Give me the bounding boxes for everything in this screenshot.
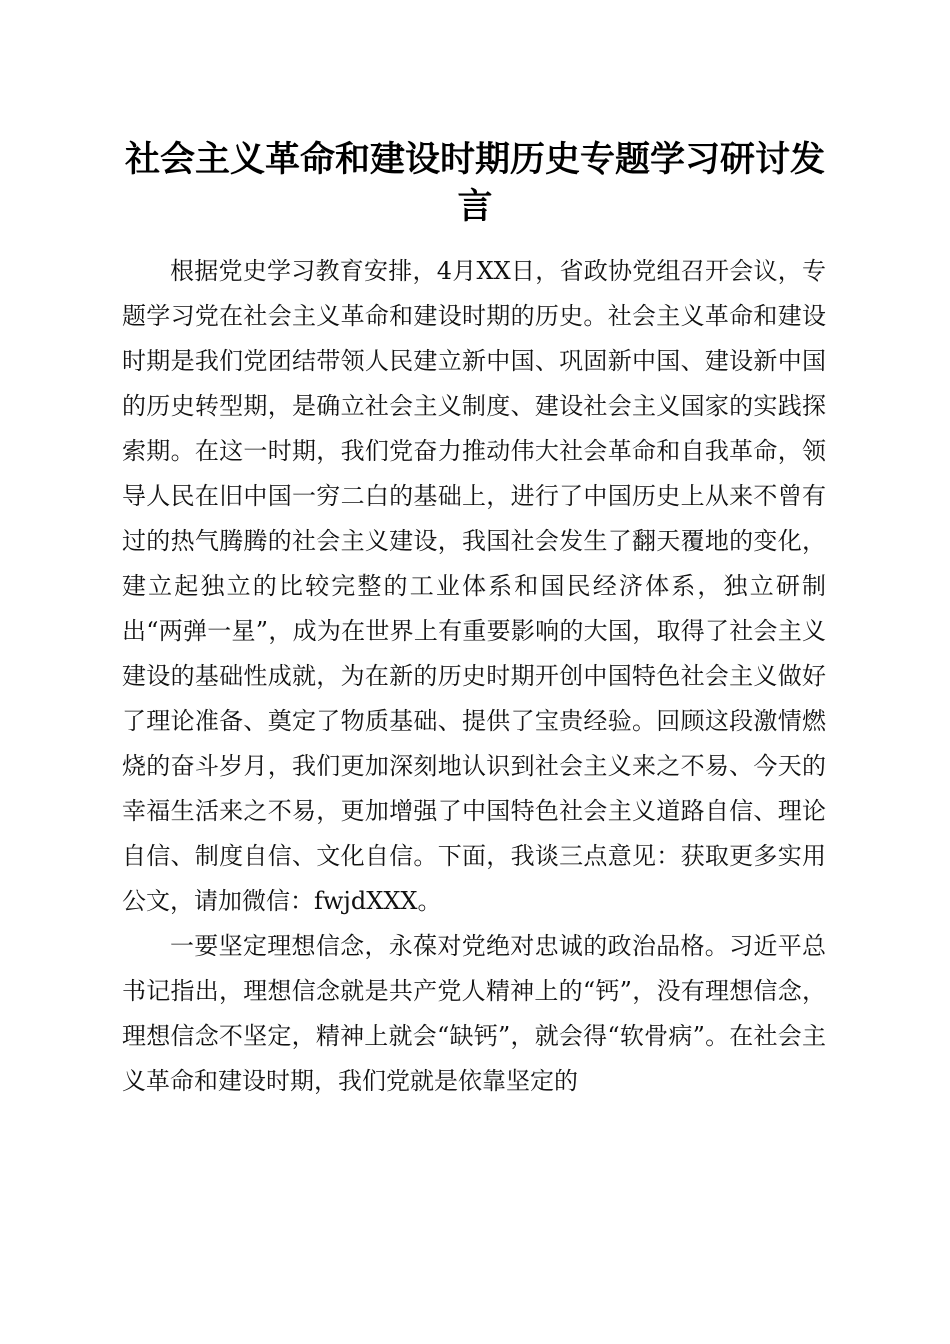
paragraph-point-one: 一要坚定理想信念，永葆对党绝对忠诚的政治品格。习近平总书记指出，理想信念就是共产党人精神上的“钙”，没有理想信念，理想信念不坚定，精神上就会“缺钙”，就会得“软骨病”。在社会主义革命和建设时期，我们党就是依靠坚定的	[122, 932, 826, 1095]
document-body	[122, 249, 826, 1104]
document-title: 社会主义革命和建设时期历史专题学习研讨发言	[124, 139, 825, 227]
paragraph-intro: 根据党史学习教育安排，4月XX日，省政协党组召开会议，专题学习党在社会主义革命和建设时期的历史。社会主义革命和建设时期是我们党团结带领人民建立新中国、巩固新中国、建设新中国的历史转型期，是确立社会主义制度、建设社会主义国家的实践探索期。在这一时期，我们党奋力推动伟大社会革命和自我革命，领导人民在旧中国一穷二白的基础上，进行了中国历史上从来不曾有过的热气腾腾的社会主义建设，我国社会发生了翻天覆地的变化，建立起独立的比较完整的工业体系和国民经济体系，独立研制出“两弹一星”，成为在世界上有重要影响的大国，取得了社会主义建设的基础性成就，为在新的历史时期开创中国特色社会主义做好了理论准备、奠定了物质基础、提供了宝贵经验。回顾这段激情燃烧的奋斗岁月，我们更加深刻地认识到社会主义来之不易、今天的幸福生活来之不易，更加增强了中国特色社会主义道路自信、理论自信、制度自信、文化自信。下面，我谈三点意见：获取更多实用公文，请加微信：fwjdXXX。	[122, 257, 826, 915]
